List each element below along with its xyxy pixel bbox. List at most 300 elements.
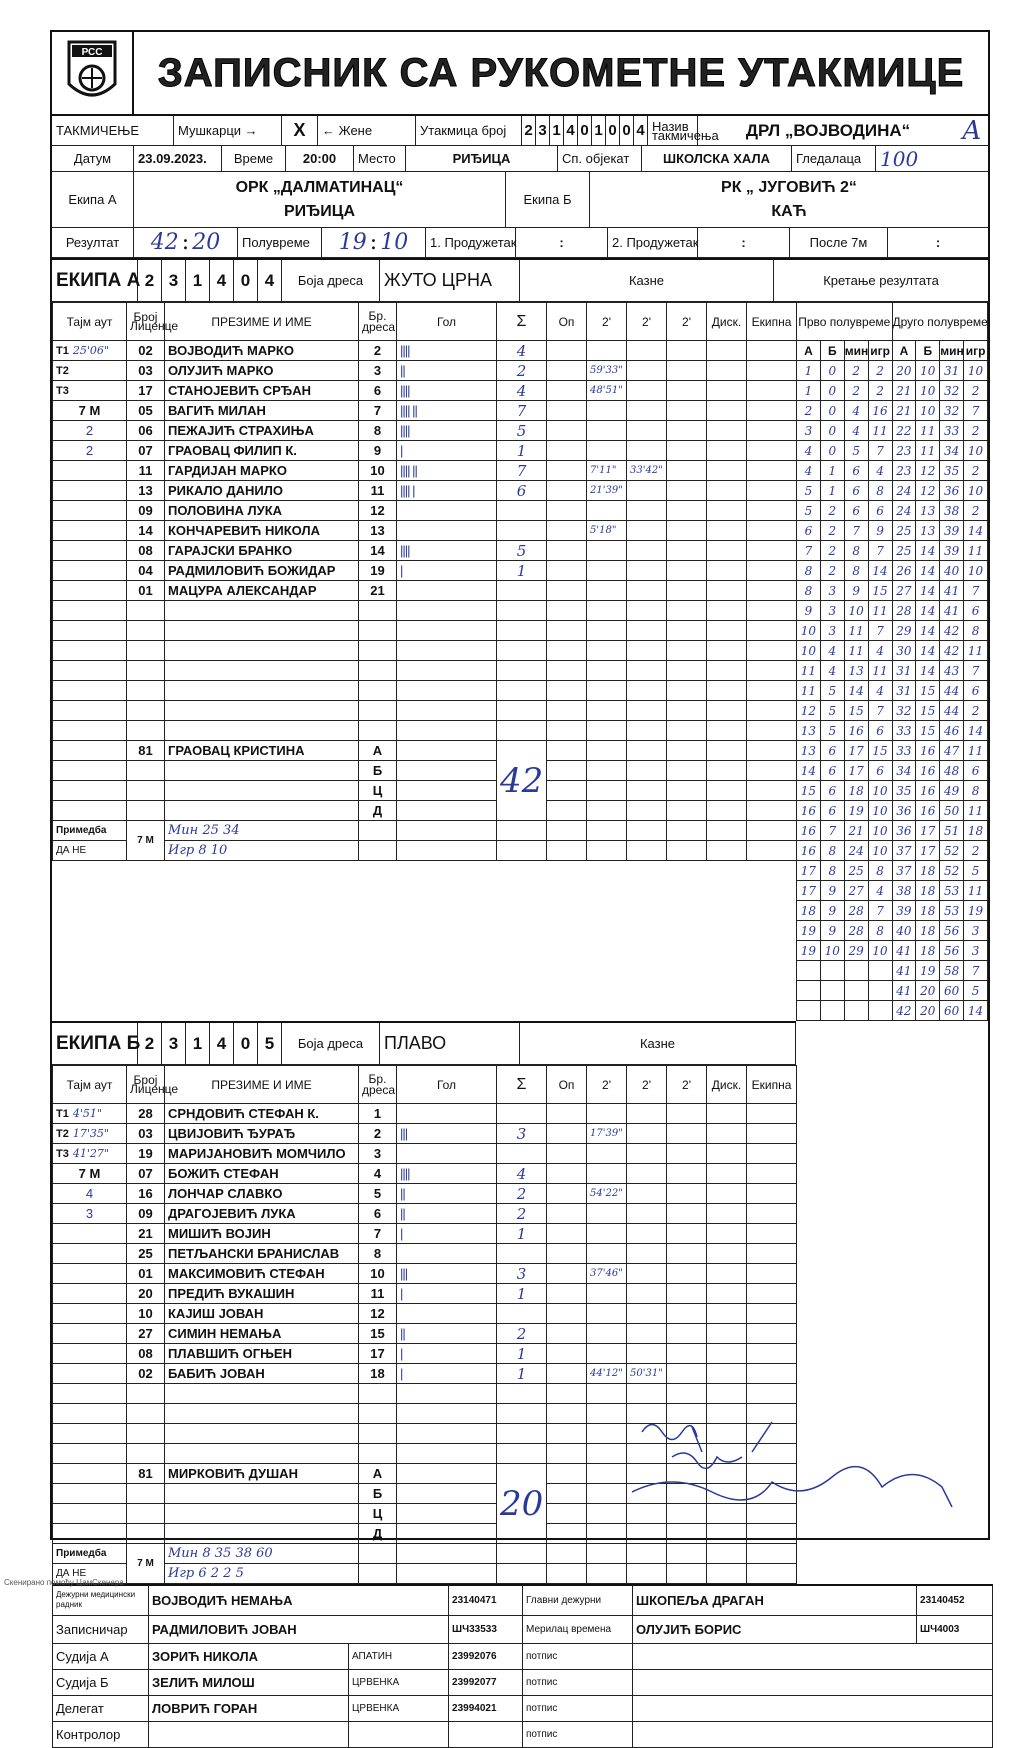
license-cell: 21 xyxy=(127,1224,165,1244)
jersey-no: 18 xyxy=(359,1364,397,1384)
license-cell: 16 xyxy=(127,1184,165,1204)
progress-cell: 14 xyxy=(797,761,821,781)
team-a-code-digit: 0 xyxy=(234,260,258,301)
progress-cell: 9 xyxy=(868,521,892,541)
table-row xyxy=(53,441,797,461)
progress-cell: 11 xyxy=(868,421,892,441)
scorer-name: РАДМИЛОВИЋ ЈОВАН xyxy=(149,1615,449,1643)
player-name: СИМИН НЕМАЊА xyxy=(165,1324,359,1344)
comp-name: ДРЛ „ВОЈВОДИНА“ xyxy=(745,120,911,140)
progress-cell: 42 xyxy=(940,641,964,661)
progress-cell: 29 xyxy=(892,621,916,641)
empty-cell xyxy=(627,1524,667,1544)
progress-cell: 6 xyxy=(797,521,821,541)
empty-cell xyxy=(359,1404,397,1424)
timeout-cell xyxy=(53,1504,127,1524)
license-cell: 05 xyxy=(127,401,165,421)
progress-cell: 5 xyxy=(797,501,821,521)
result-a: 42 xyxy=(150,230,179,255)
warn-cell xyxy=(547,581,587,601)
goal-ticks xyxy=(397,1524,497,1544)
table-row xyxy=(53,381,797,401)
progress-cell: 14 xyxy=(868,561,892,581)
table-row xyxy=(53,501,797,521)
empty-cell xyxy=(127,621,165,641)
progress-cell: 19 xyxy=(797,941,821,961)
player-name: МАЦУРА АЛЕКСАНДАР xyxy=(165,581,359,601)
date-row xyxy=(52,146,988,172)
empty-cell xyxy=(165,661,359,681)
empty-cell xyxy=(707,1384,747,1404)
delegate-name: ЛОВРИЋ ГОРАН xyxy=(149,1695,349,1721)
official-letter: Ц xyxy=(359,1504,397,1524)
progress-cell: 4 xyxy=(868,681,892,701)
official-row xyxy=(53,781,797,801)
col-timeout: Тајм аут xyxy=(53,1066,127,1104)
jersey-no: 3 xyxy=(359,1144,397,1164)
empty-cell xyxy=(127,601,165,621)
empty-cell xyxy=(707,641,747,661)
match-no-label: Утакмица број xyxy=(416,116,522,145)
progress-cell: 9 xyxy=(820,901,844,921)
table-row xyxy=(53,1364,797,1384)
progress-table xyxy=(796,302,988,1021)
empty-cell xyxy=(747,821,797,841)
official-row xyxy=(53,1524,797,1544)
player-name: СРНДОВИЋ СТЕФАН К. xyxy=(165,1104,359,1124)
empty-cell xyxy=(397,821,497,841)
player-name: ГАРДИЈАН МАРКО xyxy=(165,461,359,481)
table-row xyxy=(53,701,797,721)
progress-cell: 58 xyxy=(940,961,964,981)
jersey-color-label: Боја дреса xyxy=(282,1023,380,1064)
disq-cell xyxy=(707,361,747,381)
empty-cell xyxy=(165,1444,359,1464)
empty-cell xyxy=(497,601,547,621)
progress-cell: 11 xyxy=(797,681,821,701)
empty-cell xyxy=(359,821,397,841)
progress-cell: 41 xyxy=(892,961,916,981)
progress-cell: 39 xyxy=(940,541,964,561)
progress-cell: 10 xyxy=(868,801,892,821)
progress-cell: 18 xyxy=(916,921,940,941)
progress-cell: 32 xyxy=(892,701,916,721)
two-min-cell: 21'39" xyxy=(587,481,627,501)
team-a-jersey-color: ЖУТО ЦРНА xyxy=(380,260,520,301)
license-cell: 04 xyxy=(127,561,165,581)
medic-license: 23140471 xyxy=(449,1585,523,1615)
excl-cell xyxy=(747,521,797,541)
goal-ticks: |||| | xyxy=(397,481,497,501)
progress-cell: 14 xyxy=(964,721,988,741)
progress-cell xyxy=(797,981,821,1001)
team-a-code-digit: 4 xyxy=(258,260,282,301)
progress-label: Кретање резултата xyxy=(823,273,939,288)
progress-cell: 0 xyxy=(820,361,844,381)
progress-cell: 28 xyxy=(892,601,916,621)
progress-cell: 24 xyxy=(844,841,868,861)
disq-cell xyxy=(707,381,747,401)
player-name: ВОЈВОДИЋ МАРКО xyxy=(165,341,359,361)
empty-cell xyxy=(547,1444,587,1464)
progress-cell: 2 xyxy=(820,501,844,521)
progress-cell: 12 xyxy=(916,461,940,481)
license-cell: 02 xyxy=(127,1364,165,1384)
goal-sum xyxy=(497,521,547,541)
progress-cell: 20 xyxy=(916,981,940,1001)
progress-cell: 18 xyxy=(916,901,940,921)
timeout-cell xyxy=(53,1284,127,1304)
progress-cell: 30 xyxy=(892,641,916,661)
empty-cell xyxy=(497,1424,547,1444)
two-min-cell xyxy=(587,1344,627,1364)
empty-cell xyxy=(359,681,397,701)
progress-cell: 17 xyxy=(797,861,821,881)
progress-cell: 20 xyxy=(916,1001,940,1021)
progress-cell: 7 xyxy=(868,541,892,561)
two-min-cell: 5'18" xyxy=(587,521,627,541)
progress-cell: 4 xyxy=(844,421,868,441)
empty-cell xyxy=(587,1424,627,1444)
license-cell: 09 xyxy=(127,1204,165,1224)
jersey-no: 12 xyxy=(359,501,397,521)
player-name: ГРАОВАЦ ФИЛИП К. xyxy=(165,441,359,461)
ref-a-license: 23992076 xyxy=(449,1643,523,1669)
progress-col-header: Б xyxy=(916,341,940,361)
disq-cell xyxy=(707,1344,747,1364)
signatures-drawing xyxy=(632,1412,992,1512)
two-min-cell xyxy=(587,401,627,421)
col-jersey: Бр. дреса xyxy=(359,303,397,341)
table-row xyxy=(53,621,797,641)
empty-cell xyxy=(747,641,797,661)
two-min-cell xyxy=(627,341,667,361)
empty-cell xyxy=(587,761,627,781)
two-min-cell xyxy=(587,1144,627,1164)
official-name xyxy=(165,761,359,781)
timeout-cell xyxy=(53,1404,127,1424)
team-total: 42 xyxy=(497,741,547,821)
two-min-cell xyxy=(627,521,667,541)
timeout-cell xyxy=(53,761,127,781)
progress-cell: 5 xyxy=(820,701,844,721)
goal-ticks xyxy=(397,1464,497,1484)
penalties-label: Казне xyxy=(520,260,774,301)
empty-cell xyxy=(747,1384,797,1404)
excl-cell xyxy=(747,1244,797,1264)
empty-cell xyxy=(547,641,587,661)
progress-cell: 11 xyxy=(844,641,868,661)
goal-sum: 3 xyxy=(497,1264,547,1284)
team-b-code-digit: 5 xyxy=(258,1023,282,1064)
team-b-name: РК „ ЈУГОВИЋ 2“ xyxy=(721,178,857,196)
official-letter: А xyxy=(359,1464,397,1484)
timeout-cell xyxy=(53,681,127,701)
progress-cell: 14 xyxy=(916,541,940,561)
progress-cell: 14 xyxy=(964,521,988,541)
goal-ticks: || xyxy=(397,1184,497,1204)
progress-cell: 32 xyxy=(940,381,964,401)
jersey-no: 10 xyxy=(359,1264,397,1284)
progress-cell: 21 xyxy=(892,401,916,421)
two-min-cell: 48'51" xyxy=(587,381,627,401)
ot2-label: 2. Продужетак xyxy=(608,228,698,257)
two-min-cell xyxy=(667,1124,707,1144)
col-goal: Гол xyxy=(397,1066,497,1104)
progress-cell: 17 xyxy=(916,841,940,861)
warn-cell xyxy=(547,481,587,501)
two-min-cell xyxy=(587,1204,627,1224)
progress-cell: 7 xyxy=(964,401,988,421)
goal-sum: 4 xyxy=(497,381,547,401)
two-min-cell xyxy=(587,1244,627,1264)
result-label: Резултат xyxy=(52,228,134,257)
team-a-table-wrap xyxy=(52,302,796,1021)
medic-label: Дежурни медицински радник xyxy=(53,1585,149,1615)
empty-cell xyxy=(627,761,667,781)
goal-ticks: |||| xyxy=(397,381,497,401)
warn-cell xyxy=(547,561,587,581)
controller-signature xyxy=(633,1721,993,1747)
jersey-no: 3 xyxy=(359,361,397,381)
progress-cell: 1 xyxy=(797,361,821,381)
progress-row xyxy=(797,741,988,761)
logo xyxy=(52,32,134,114)
empty-cell xyxy=(747,1544,797,1564)
progress-cell: 20 xyxy=(892,361,916,381)
timeout-cell xyxy=(53,1244,127,1264)
empty-cell xyxy=(747,801,797,821)
match-no-digit: 4 xyxy=(564,116,578,145)
official-name xyxy=(165,801,359,821)
player-name: МИШИЋ ВОЈИН xyxy=(165,1224,359,1244)
progress-cell: 35 xyxy=(892,781,916,801)
empty-cell xyxy=(627,641,667,661)
progress-row xyxy=(797,361,988,381)
scorer-label: Записничар xyxy=(53,1615,149,1643)
two-min-cell xyxy=(627,1264,667,1284)
goal-sum: 1 xyxy=(497,1364,547,1384)
excl-cell xyxy=(747,1124,797,1144)
progress-cell: 44 xyxy=(940,701,964,721)
empty-cell xyxy=(547,1544,587,1564)
empty-cell xyxy=(547,801,587,821)
progress-cell xyxy=(868,961,892,981)
progress-row xyxy=(797,941,988,961)
timeout-cell xyxy=(53,621,127,641)
goal-ticks: || xyxy=(397,1204,497,1224)
disq-cell xyxy=(707,421,747,441)
progress-cell: 2 xyxy=(868,381,892,401)
jersey-no: 8 xyxy=(359,421,397,441)
jersey-no: 1 xyxy=(359,1104,397,1124)
progress-cell: 18 xyxy=(797,901,821,921)
progress-row xyxy=(797,481,988,501)
goal-ticks xyxy=(397,781,497,801)
goal-sum: 7 xyxy=(497,461,547,481)
progress-cell: 6 xyxy=(868,501,892,521)
goal-sum xyxy=(497,1304,547,1324)
team-a-table xyxy=(52,302,797,861)
sign-label: потпис xyxy=(523,1669,633,1695)
progress-cell: 38 xyxy=(940,501,964,521)
empty-cell xyxy=(397,701,497,721)
progress-cell: 10 xyxy=(964,441,988,461)
ref-b-city: ЦРВЕНКА xyxy=(349,1669,449,1695)
col-two-min: 2' xyxy=(667,303,707,341)
remark-row xyxy=(53,1564,797,1584)
men-label: Мушкарци → xyxy=(174,116,282,145)
goal-ticks: || xyxy=(397,1324,497,1344)
progress-cell: 10 xyxy=(964,361,988,381)
progress-cell: 5 xyxy=(964,981,988,1001)
empty-cell xyxy=(397,721,497,741)
empty-cell xyxy=(627,601,667,621)
player-name: МАКСИМОВИЋ СТЕФАН xyxy=(165,1264,359,1284)
goal-sum: 4 xyxy=(497,1164,547,1184)
empty-cell xyxy=(547,781,587,801)
two-min-cell xyxy=(627,421,667,441)
progress-row xyxy=(797,541,988,561)
excl-cell xyxy=(747,501,797,521)
two-min-cell xyxy=(627,361,667,381)
progress-cell: 9 xyxy=(844,581,868,601)
ref-a-label: Судија А xyxy=(53,1643,149,1669)
table-row xyxy=(53,1184,797,1204)
empty-cell xyxy=(707,781,747,801)
result-row xyxy=(52,228,988,258)
official-name: ГРАОВАЦ КРИСТИНА xyxy=(165,741,359,761)
progress-row xyxy=(797,521,988,541)
disq-cell xyxy=(707,1304,747,1324)
disq-cell xyxy=(707,481,747,501)
empty-cell xyxy=(667,1384,707,1404)
table-row xyxy=(53,461,797,481)
timeout-cell: T1 25'06" xyxy=(53,341,127,361)
empty-cell xyxy=(627,1544,667,1564)
match-no-digit: 1 xyxy=(592,116,606,145)
sevenm-igr: Игр 8 10 xyxy=(165,841,359,861)
goal-ticks: ||| xyxy=(397,1124,497,1144)
two-min-cell: 50'31" xyxy=(627,1364,667,1384)
team-a-name: ОРК „ДАЛМАТИНАЦ“ xyxy=(235,178,404,196)
two-min-cell xyxy=(667,1144,707,1164)
table-row xyxy=(53,1244,797,1264)
license-cell: 28 xyxy=(127,1104,165,1124)
penalties-label: Казне xyxy=(520,1023,796,1064)
jersey-no: 9 xyxy=(359,441,397,461)
empty-cell xyxy=(747,741,797,761)
team-b-code-digit: 0 xyxy=(234,1023,258,1064)
table-row xyxy=(53,1344,797,1364)
empty-cell xyxy=(587,1464,627,1484)
empty-cell xyxy=(127,701,165,721)
two-min-cell xyxy=(667,461,707,481)
progress-cell: 4 xyxy=(820,641,844,661)
timeout-cell xyxy=(53,781,127,801)
empty-cell xyxy=(547,1424,587,1444)
empty-cell xyxy=(627,741,667,761)
venue-label: Сп. објекат xyxy=(558,146,642,171)
empty-cell xyxy=(667,821,707,841)
progress-cell: 12 xyxy=(916,481,940,501)
two-min-cell xyxy=(667,581,707,601)
progress-cell: 8 xyxy=(797,561,821,581)
ref-a-signature xyxy=(633,1643,993,1669)
progress-row xyxy=(797,561,988,581)
progress-cell: 2 xyxy=(820,521,844,541)
official-name: МИРКОВИЋ ДУШАН xyxy=(165,1464,359,1484)
empty-cell xyxy=(165,621,359,641)
official-name xyxy=(165,1524,359,1544)
empty-cell xyxy=(359,701,397,721)
progress-cell: 6 xyxy=(844,481,868,501)
timeout-cell xyxy=(53,581,127,601)
disq-cell xyxy=(707,401,747,421)
goal-sum: 4 xyxy=(497,341,547,361)
progress-cell: 11 xyxy=(844,621,868,641)
after7-value: : xyxy=(935,235,941,250)
progress-row xyxy=(797,761,988,781)
license-cell xyxy=(127,781,165,801)
col-sum: Σ xyxy=(497,303,547,341)
medic-name: ВОЈВОДИЋ НЕМАЊА xyxy=(149,1585,449,1615)
timeout-cell xyxy=(53,501,127,521)
license-cell: 03 xyxy=(127,1124,165,1144)
progress-row xyxy=(797,881,988,901)
empty-cell xyxy=(127,1424,165,1444)
license-cell: 07 xyxy=(127,1164,165,1184)
empty-cell xyxy=(747,621,797,641)
warn-cell xyxy=(547,1184,587,1204)
progress-cell: 10 xyxy=(820,941,844,961)
goal-sum: 2 xyxy=(497,1324,547,1344)
empty-cell xyxy=(667,1564,707,1584)
goal-ticks xyxy=(397,1484,497,1504)
progress-cell: 60 xyxy=(940,981,964,1001)
progress-cell xyxy=(844,961,868,981)
progress-cell: 31 xyxy=(892,681,916,701)
goal-sum xyxy=(497,1104,547,1124)
empty-cell xyxy=(667,741,707,761)
progress-cell: 15 xyxy=(868,741,892,761)
progress-col-header: мин xyxy=(844,341,868,361)
empty-cell xyxy=(587,1524,627,1544)
spectators-label: Гледалаца xyxy=(792,146,876,171)
progress-cell: 18 xyxy=(844,781,868,801)
timeout-cell xyxy=(53,601,127,621)
table-row xyxy=(53,1264,797,1284)
player-name: РАДМИЛОВИЋ БОЖИДАР xyxy=(165,561,359,581)
two-min-cell xyxy=(627,1224,667,1244)
ot2-value: : xyxy=(698,228,790,257)
warn-cell xyxy=(547,1284,587,1304)
empty-cell xyxy=(359,721,397,741)
progress-cell: 28 xyxy=(844,921,868,941)
delegate-city: ЦРВЕНКА xyxy=(349,1695,449,1721)
two-min-cell xyxy=(667,561,707,581)
progress-cell: 16 xyxy=(916,781,940,801)
goal-ticks: | xyxy=(397,561,497,581)
team-b-code-digit: 2 xyxy=(138,1023,162,1064)
two-min-cell xyxy=(587,501,627,521)
col-warn: Оп xyxy=(547,303,587,341)
empty-cell xyxy=(707,761,747,781)
progress-cell: 23 xyxy=(892,461,916,481)
col-excl: Екипна xyxy=(747,303,797,341)
two-min-cell xyxy=(667,361,707,381)
official-letter: Б xyxy=(359,1484,397,1504)
